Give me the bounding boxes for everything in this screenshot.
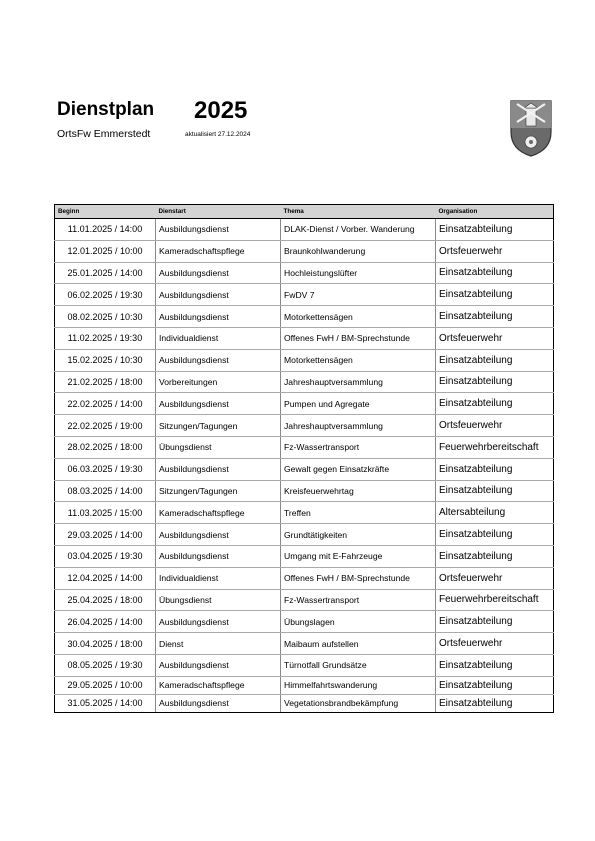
cell-begin: 31.05.2025 / 14:00	[55, 694, 156, 712]
cell-begin: 12.01.2025 / 10:00	[55, 240, 156, 262]
cell-type: Ausbildungsdienst	[156, 458, 281, 480]
cell-begin: 11.02.2025 / 19:30	[55, 327, 156, 349]
cell-organisation: Ortsfeuerwehr	[436, 327, 554, 349]
page-title: Dienstplan	[57, 99, 155, 120]
cell-begin: 28.02.2025 / 18:00	[55, 436, 156, 458]
duty-schedule-table	[54, 204, 554, 713]
cell-organisation: Einsatzabteilung	[436, 654, 554, 676]
column-header-topic: Thema	[281, 205, 436, 219]
table-row	[55, 371, 554, 393]
cell-begin: 11.01.2025 / 14:00	[55, 219, 156, 241]
cell-topic: Offenes FwH / BM-Sprechstunde	[281, 567, 436, 589]
cell-topic: Jahreshauptversammlung	[281, 415, 436, 437]
cell-organisation: Einsatzabteilung	[436, 284, 554, 306]
cell-type: Ausbildungsdienst	[156, 545, 281, 567]
cell-begin: 03.04.2025 / 19:30	[55, 545, 156, 567]
table-row	[55, 480, 554, 502]
cell-topic: Maibaum aufstellen	[281, 633, 436, 655]
table-row	[55, 436, 554, 458]
cell-topic: Fz-Wassertransport	[281, 436, 436, 458]
table-row	[55, 415, 554, 437]
plan-year: 2025	[194, 97, 248, 124]
cell-organisation: Einsatzabteilung	[436, 480, 554, 502]
table-row	[55, 393, 554, 415]
cell-type: Kameradschaftspflege	[156, 240, 281, 262]
cell-begin: 26.04.2025 / 14:00	[55, 611, 156, 633]
column-header-type: Dienstart	[156, 205, 281, 219]
cell-topic: Braunkohlwanderung	[281, 240, 436, 262]
cell-type: Sitzungen/Tagungen	[156, 480, 281, 502]
cell-begin: 25.01.2025 / 14:00	[55, 262, 156, 284]
coat-of-arms-logo	[508, 98, 554, 158]
cell-type: Ausbildungsdienst	[156, 524, 281, 546]
cell-topic: Pumpen und Agregate	[281, 393, 436, 415]
cell-type: Ausbildungsdienst	[156, 611, 281, 633]
cell-topic: DLAK-Dienst / Vorber. Wanderung	[281, 219, 436, 241]
cell-type: Übungsdienst	[156, 436, 281, 458]
cell-begin: 30.04.2025 / 18:00	[55, 633, 156, 655]
cell-type: Ausbildungsdienst	[156, 393, 281, 415]
cell-topic: Vegetationsbrandbekämpfung	[281, 694, 436, 712]
cell-type: Sitzungen/Tagungen	[156, 415, 281, 437]
cell-organisation: Einsatzabteilung	[436, 371, 554, 393]
cell-topic: Offenes FwH / BM-Sprechstunde	[281, 327, 436, 349]
table-row	[55, 567, 554, 589]
cell-organisation: Einsatzabteilung	[436, 349, 554, 371]
cell-type: Ausbildungsdienst	[156, 262, 281, 284]
cell-organisation: Einsatzabteilung	[436, 219, 554, 241]
cell-begin: 08.03.2025 / 14:00	[55, 480, 156, 502]
cell-topic: Kreisfeuerwehrtag	[281, 480, 436, 502]
table-row	[55, 262, 554, 284]
cell-organisation: Einsatzabteilung	[436, 306, 554, 328]
table-row	[55, 240, 554, 262]
cell-begin: 06.02.2025 / 19:30	[55, 284, 156, 306]
cell-topic: Jahreshauptversammlung	[281, 371, 436, 393]
cell-organisation: Einsatzabteilung	[436, 524, 554, 546]
cell-topic: Treffen	[281, 502, 436, 524]
cell-begin: 12.04.2025 / 14:00	[55, 567, 156, 589]
table-row	[55, 654, 554, 676]
cell-type: Ausbildungsdienst	[156, 284, 281, 306]
cell-type: Individualdienst	[156, 327, 281, 349]
cell-topic: Türnotfall Grundsätze	[281, 654, 436, 676]
column-header-begin: Beginn	[55, 205, 156, 219]
cell-topic: Umgang mit E-Fahrzeuge	[281, 545, 436, 567]
cell-organisation: Einsatzabteilung	[436, 458, 554, 480]
cell-begin: 08.05.2025 / 19:30	[55, 654, 156, 676]
cell-type: Kameradschaftspflege	[156, 502, 281, 524]
cell-type: Ausbildungsdienst	[156, 306, 281, 328]
cell-topic: Fz-Wassertransport	[281, 589, 436, 611]
cell-organisation: Altersabteilung	[436, 502, 554, 524]
table-row	[55, 502, 554, 524]
cell-organisation: Einsatzabteilung	[436, 262, 554, 284]
cell-type: Vorbereitungen	[156, 371, 281, 393]
cell-begin: 21.02.2025 / 18:00	[55, 371, 156, 393]
cell-type: Ausbildungsdienst	[156, 694, 281, 712]
table-row	[55, 676, 554, 694]
table-row	[55, 458, 554, 480]
cell-type: Kameradschaftspflege	[156, 676, 281, 694]
cell-topic: Hochleistungslüfter	[281, 262, 436, 284]
cell-organisation: Einsatzabteilung	[436, 676, 554, 694]
organization-name: OrtsFw Emmerstedt	[57, 128, 151, 140]
cell-topic: Himmelfahrtswanderung	[281, 676, 436, 694]
cell-begin: 06.03.2025 / 19:30	[55, 458, 156, 480]
cell-organisation: Ortsfeuerwehr	[436, 240, 554, 262]
cell-organisation: Einsatzabteilung	[436, 545, 554, 567]
table-row	[55, 219, 554, 241]
table-row	[55, 589, 554, 611]
table-row	[55, 545, 554, 567]
table-row	[55, 306, 554, 328]
cell-organisation: Einsatzabteilung	[436, 611, 554, 633]
cell-type: Individualdienst	[156, 567, 281, 589]
cell-begin: 08.02.2025 / 10:30	[55, 306, 156, 328]
cell-topic: Motorkettensägen	[281, 349, 436, 371]
cell-begin: 22.02.2025 / 14:00	[55, 393, 156, 415]
table-row	[55, 611, 554, 633]
cell-type: Übungsdienst	[156, 589, 281, 611]
cell-begin: 11.03.2025 / 15:00	[55, 502, 156, 524]
cell-topic: Übungslagen	[281, 611, 436, 633]
cell-organisation: Ortsfeuerwehr	[436, 633, 554, 655]
cell-begin: 29.03.2025 / 14:00	[55, 524, 156, 546]
cell-topic: FwDV 7	[281, 284, 436, 306]
cell-organisation: Ortsfeuerwehr	[436, 415, 554, 437]
cell-organisation: Einsatzabteilung	[436, 694, 554, 712]
cell-begin: 22.02.2025 / 19:00	[55, 415, 156, 437]
cell-begin: 29.05.2025 / 10:00	[55, 676, 156, 694]
cell-type: Ausbildungsdienst	[156, 654, 281, 676]
table-row	[55, 633, 554, 655]
cell-begin: 15.02.2025 / 10:30	[55, 349, 156, 371]
cell-topic: Gewalt gegen Einsatzkräfte	[281, 458, 436, 480]
table-row	[55, 327, 554, 349]
updated-date: aktualisiert 27.12.2024	[185, 131, 251, 138]
cell-type: Ausbildungsdienst	[156, 219, 281, 241]
cell-organisation: Feuerwehrbereitschaft	[436, 436, 554, 458]
cell-begin: 25.04.2025 / 18:00	[55, 589, 156, 611]
table-row	[55, 694, 554, 712]
column-header-organisation: Organisation	[436, 205, 554, 219]
table-row	[55, 349, 554, 371]
cell-organisation: Feuerwehrbereitschaft	[436, 589, 554, 611]
cell-organisation: Einsatzabteilung	[436, 393, 554, 415]
table-row	[55, 524, 554, 546]
cell-type: Dienst	[156, 633, 281, 655]
cell-topic: Motorkettensägen	[281, 306, 436, 328]
table-header-row	[55, 205, 554, 219]
cell-topic: Grundtätigkeiten	[281, 524, 436, 546]
cell-organisation: Ortsfeuerwehr	[436, 567, 554, 589]
table-row	[55, 284, 554, 306]
cell-type: Ausbildungsdienst	[156, 349, 281, 371]
